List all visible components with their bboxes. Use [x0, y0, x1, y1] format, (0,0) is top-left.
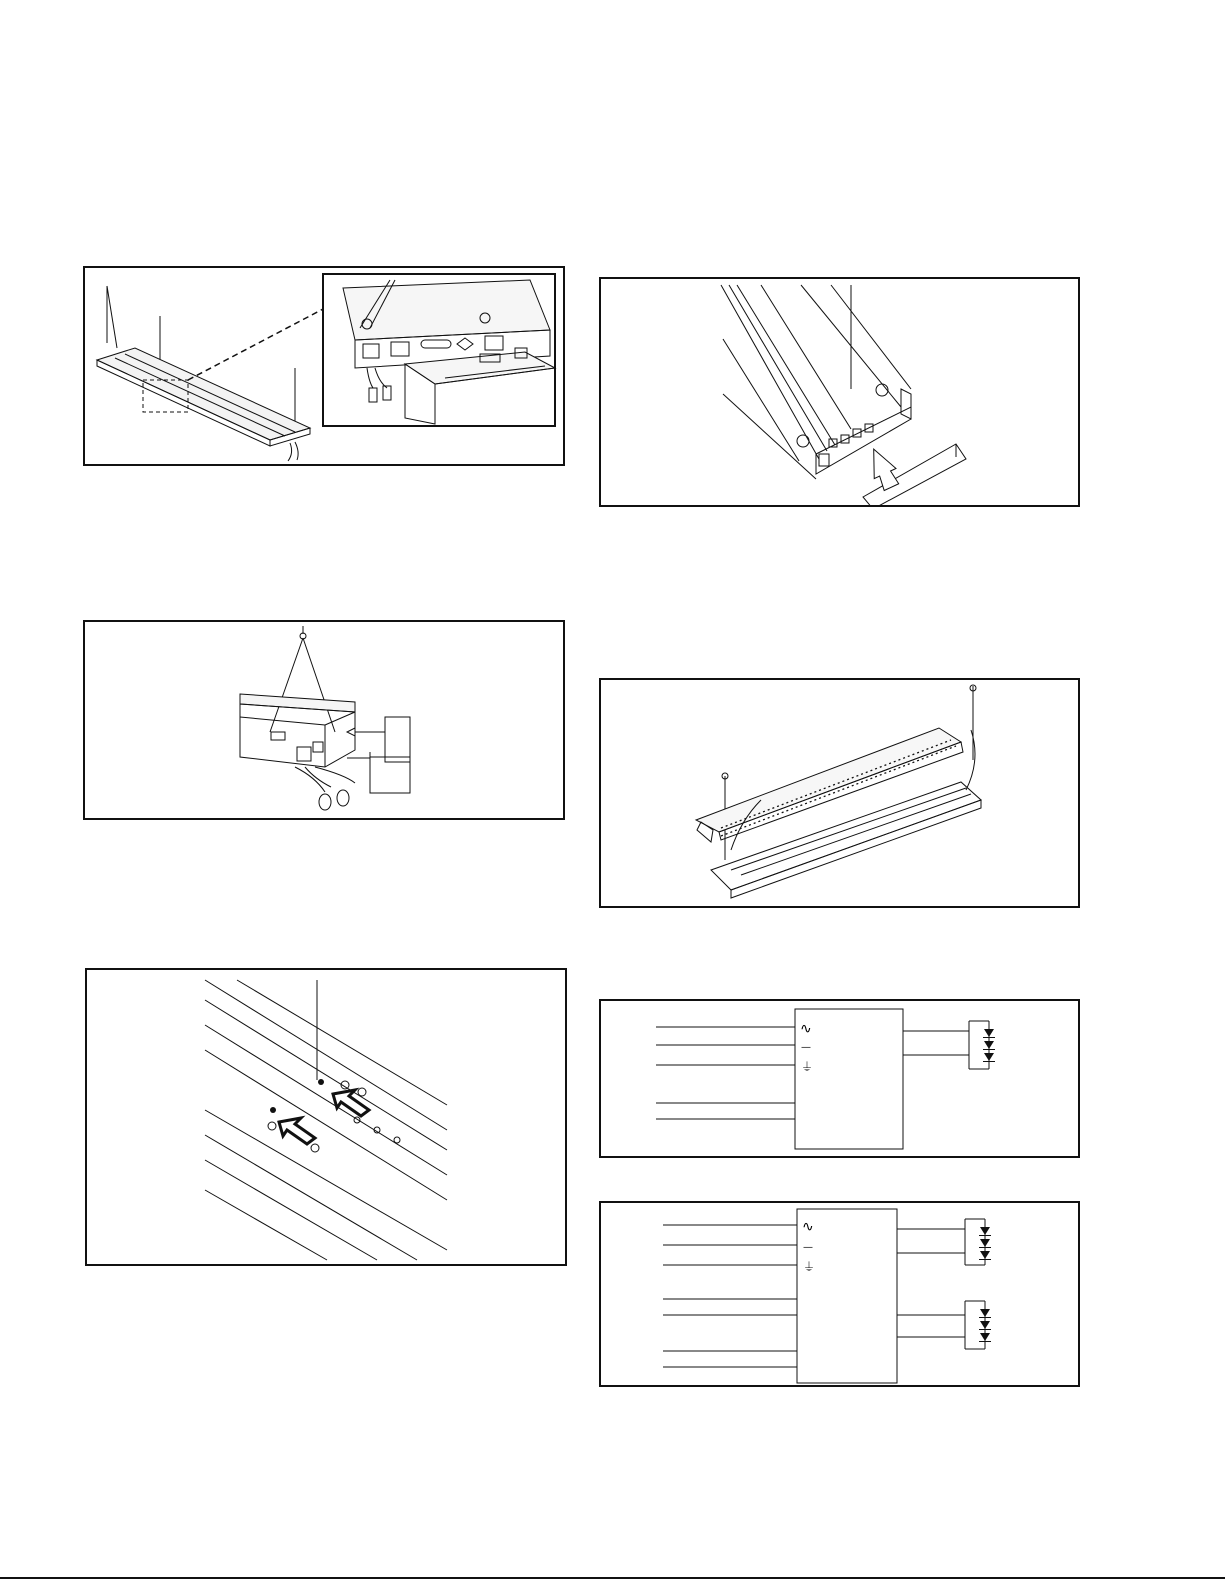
ground-symbol: ⏚: [801, 1060, 814, 1074]
ground-symbol: ⏚: [803, 1260, 816, 1274]
ac-symbol: ∿: [800, 1021, 812, 1037]
footer-rule: [0, 1577, 1225, 1579]
reflector-drawing: [601, 680, 1080, 908]
figure-wiring-diagram-single: [599, 999, 1080, 1158]
figure-wiring-diagram-dual: [599, 1201, 1080, 1387]
neutral-symbol: —: [801, 1042, 811, 1053]
figure-fixture-hanging-inset: [83, 266, 565, 466]
wiring-dual-drawing: [601, 1203, 1080, 1387]
ac-symbol: ∿: [802, 1219, 814, 1235]
driver-box: [797, 1209, 897, 1383]
figure-reflector-installation: [599, 678, 1080, 908]
channel-arrows-drawing: [87, 970, 567, 1266]
neutral-symbol: —: [803, 1242, 813, 1253]
fixture-hanging-drawing: [85, 268, 565, 466]
figure-fixture-channel-arrows: [85, 968, 567, 1266]
junction-connection-drawing: [85, 622, 565, 820]
wiring-single-drawing: [601, 1001, 1080, 1158]
figure-end-cap-insertion: [599, 277, 1080, 507]
figure-fixture-junction-connection: [83, 620, 565, 820]
end-cap-drawing: [601, 279, 1080, 507]
